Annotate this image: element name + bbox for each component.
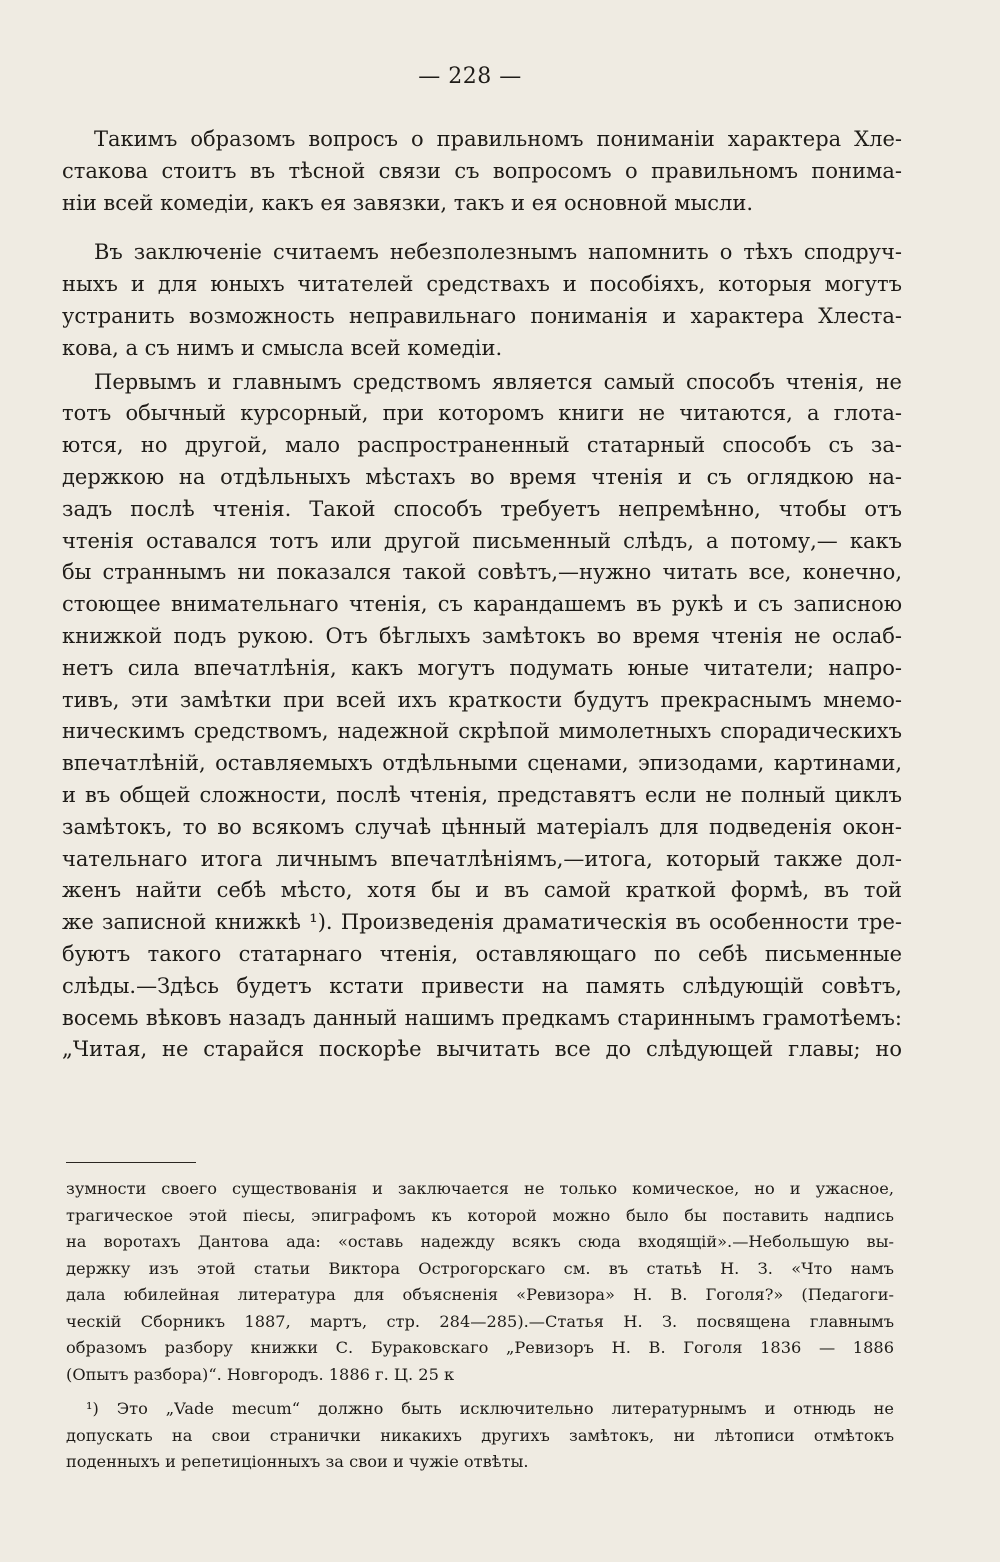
text-line: женъ найти себѣ мѣсто, хотя бы и въ самой краткой формѣ, въ той: [62, 878, 902, 903]
footnotes: [66, 1176, 894, 1476]
footnote-line: зумности своего существованія и заключается не только комическое, но и ужасное,: [66, 1179, 894, 1198]
footnote-line: держку изъ этой статьи Виктора Острогорскаго см. въ статьѣ Н. З. «Что намъ: [66, 1258, 894, 1278]
footnote-1-line: ¹) Это „Vade mecum“ должно быть исключительно литературнымъ и отнюдь не: [86, 1399, 894, 1418]
text-line: задъ послѣ чтенія. Такой способъ требуетъ непремѣнно, чтобы отъ: [62, 496, 902, 521]
text-line: ныхъ и для юныхъ читателей средствахъ и пособіяхъ, которыя могутъ: [62, 272, 902, 297]
text-line: Первымъ и главнымъ средствомъ является самый способъ чтенія, не: [94, 369, 902, 394]
text-line: ническимъ средствомъ, надежной скрѣпой мимолетныхъ спорадическихъ: [62, 719, 902, 744]
text-line: держкою на отдѣльныхъ мѣстахъ во время чтенія и съ оглядкою на-: [62, 464, 902, 489]
text-line: книжкой подъ рукою. Отъ бѣглыхъ замѣтокъ во время чтенія не ослаб-: [62, 623, 902, 648]
text-line: нетъ сила впечатлѣнія, какъ могутъ подумать юные читатели; напро-: [62, 655, 902, 680]
footnote-1-line: допускать на свои странички никакихъ другихъ замѣтокъ, ни лѣтописи отмѣтокъ: [66, 1425, 894, 1445]
text-line: слѣды.—Здѣсь будетъ кстати привести на память слѣдующій совѣтъ,: [62, 973, 902, 998]
text-line: кова, а съ нимъ и смысла всей комедіи.: [62, 335, 503, 360]
footnote-1-line: поденныхъ и репетиціонныхъ за свои и чужіе отвѣты.: [66, 1452, 529, 1471]
text-line: тивъ, эти замѣтки при всей ихъ краткости будутъ прекраснымъ мнемо-: [62, 687, 902, 712]
text-line: устранить возможность неправильнаго пониманія и характера Хлеста-: [62, 303, 902, 328]
page-number: — 228 —: [418, 64, 522, 89]
footnote-gap: [66, 1388, 894, 1396]
text-line: восемь вѣковъ назадъ данный нашимъ предкамъ стариннымъ грамотѣемъ:: [62, 1005, 902, 1030]
text-line: и въ общей сложности, послѣ чтенія, представятъ если не полный циклъ: [62, 782, 902, 807]
text-line: чательнаго итога личнымъ впечатлѣніямъ,—итога, который также дол-: [62, 846, 902, 871]
text-line: чтенія оставался тотъ или другой письменный слѣдъ, а потому,— какъ: [62, 528, 902, 553]
footnote-line: ческій Сборникъ 1887, мартъ, стр. 284—285).—Статья Н. З. посвящена главнымъ: [66, 1311, 894, 1331]
paragraph-gap: [62, 219, 902, 237]
footnote-line: трагическое этой піесы, эпиграфомъ къ которой можно было бы поставить надпись: [66, 1205, 894, 1225]
text-line: замѣтокъ, то во всякомъ случаѣ цѣнный матеріалъ для подведенія окон-: [62, 814, 902, 839]
footnote-line: на воротахъ Дантова ада: «оставь надежду всякъ сюда входящій».—Небольшую вы-: [66, 1232, 894, 1251]
text-line: тотъ обычный курсорный, при которомъ книги не читаются, а глота-: [62, 401, 902, 426]
text-line: „Читая, не старайся поскорѣе вычитать все до слѣдующей главы; но: [62, 1037, 902, 1062]
text-line: бы страннымъ ни показался такой совѣтъ,—нужно читать все, конечно,: [62, 560, 902, 585]
footnote-line: образомъ разбору книжки С. Бураковскаго „Ревизоръ Н. В. Гоголя 1836 — 1886: [66, 1338, 894, 1357]
text-line: Въ заключеніе считаемъ небезполезнымъ напомнить о тѣхъ сподруч-: [94, 240, 902, 265]
text-line: впечатлѣній, оставляемыхъ отдѣльными сценами, эпизодами, картинами,: [62, 751, 902, 776]
footnote-line: дала юбилейная литература для объясненія «Ревизора» Н. В. Гоголя?» (Педагоги-: [66, 1285, 894, 1304]
text-line: Такимъ образомъ вопросъ о правильномъ пониманіи характера Хле-: [94, 127, 902, 151]
footnote-divider: [66, 1162, 196, 1163]
text-line: стоющее внимательнаго чтенія, съ карандашемъ въ рукѣ и съ записною: [62, 592, 902, 617]
text-line: ются, но другой, мало распространенный статарный способъ съ за-: [62, 433, 902, 458]
main-text: [62, 124, 902, 1066]
text-line: буютъ такого статарнаго чтенія, оставляющаго по себѣ письменные: [62, 941, 902, 966]
text-line: же записной книжкѣ ¹). Произведенія драматическія въ особенности тре-: [62, 910, 902, 935]
footnote-line: (Опытъ разбора)“. Новгородъ. 1886 г. Ц. 25 к: [66, 1364, 455, 1384]
text-line: ніи всей комедіи, какъ ея завязки, такъ и ея основной мысли.: [62, 190, 754, 215]
text-line: стакова стоитъ въ тѣсной связи съ вопросомъ о правильномъ понима-: [62, 158, 902, 183]
